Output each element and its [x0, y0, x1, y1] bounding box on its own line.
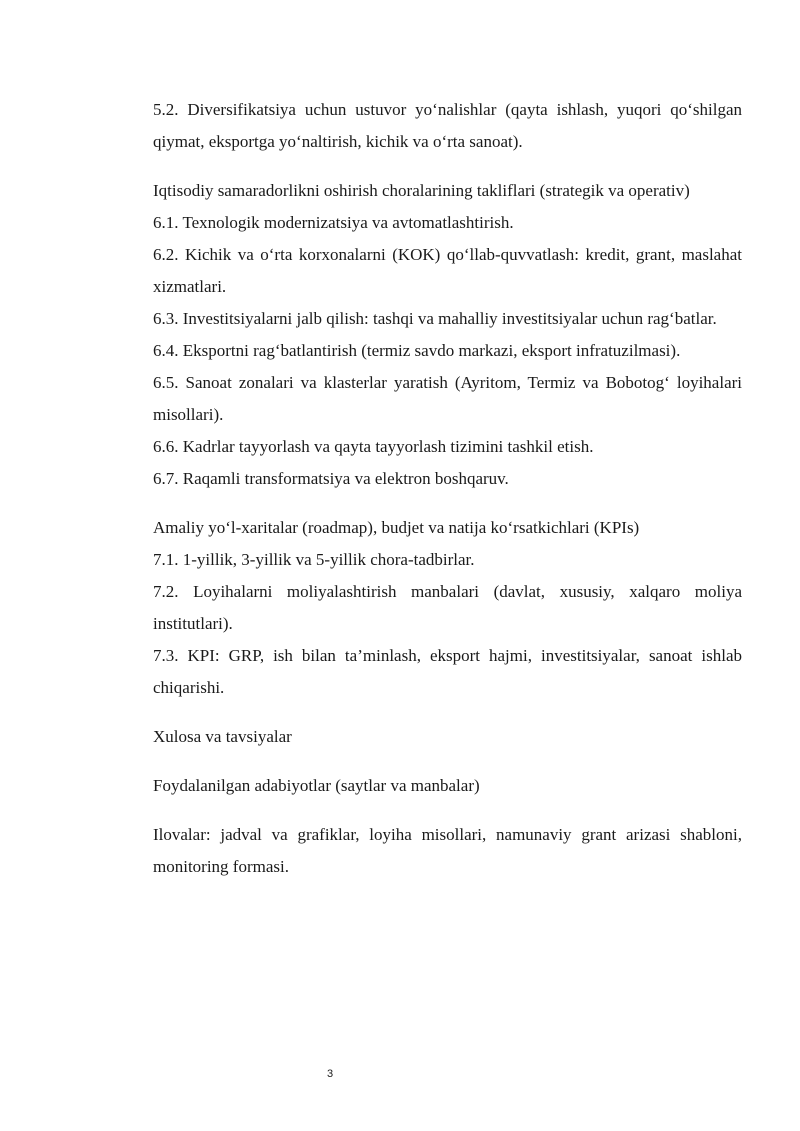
paragraph-7-3: 7.3. KPI: GRP, ish bilan ta’minlash, eksport hajmi, investitsiyalar, sanoat ishlab chiqarishi.	[153, 646, 742, 697]
section-heading-7: Amaliy yo‘l-xaritalar (roadmap), budjet va natija ko‘rsatkichlari (KPIs)	[153, 518, 640, 537]
paragraph-6-5: 6.5. Sanoat zonalari va klasterlar yaratish (Ayritom, Termiz va Bobotog‘ loyihalari misollari).	[153, 373, 742, 424]
section-heading-6: Iqtisodiy samaradorlikni oshirish choralarining takliflari (strategik va operativ)	[153, 181, 690, 200]
section-heading-appendices: Ilovalar: jadval va grafiklar, loyiha misollari, namunaviy grant arizasi shabloni, monitoring formasi.	[153, 825, 742, 876]
paragraph-5-2: 5.2. Diversifikatsiya uchun ustuvor yo‘nalishlar (qayta ishlash, yuqori qo‘shilgan qiymat, eksportga yo‘naltirish, kichik va o‘rta sanoat).	[153, 100, 742, 151]
section-heading-references: Foydalanilgan adabiyotlar (saytlar va manbalar)	[153, 776, 480, 795]
paragraph-7-2: 7.2. Loyihalarni moliyalashtirish manbalari (davlat, xususiy, xalqaro moliya institutlari).	[153, 582, 742, 633]
paragraph-7-1: 7.1. 1-yillik, 3-yillik va 5-yillik chora-tadbirlar.	[153, 550, 475, 569]
paragraph-6-4: 6.4. Eksportni rag‘batlantirish (termiz savdo markazi, eksport infratuzilmasi).	[153, 341, 681, 360]
section-heading-conclusion: Xulosa va tavsiyalar	[153, 727, 292, 746]
paragraph-6-1: 6.1. Texnologik modernizatsiya va avtomatlashtirish.	[153, 213, 514, 232]
paragraph-6-7: 6.7. Raqamli transformatsiya va elektron boshqaruv.	[153, 469, 509, 488]
page-number: 3	[326, 1068, 334, 1080]
paragraph-6-6: 6.6. Kadrlar tayyorlash va qayta tayyorlash tizimini tashkil etish.	[153, 437, 594, 456]
document-page	[153, 94, 742, 883]
paragraph-6-3: 6.3. Investitsiyalarni jalb qilish: tashqi va mahalliy investitsiyalar uchun rag‘batlar.	[153, 309, 717, 328]
paragraph-6-2: 6.2. Kichik va o‘rta korxonalarni (KOK) qo‘llab-quvvatlash: kredit, grant, maslahat xizmatlari.	[153, 245, 742, 296]
